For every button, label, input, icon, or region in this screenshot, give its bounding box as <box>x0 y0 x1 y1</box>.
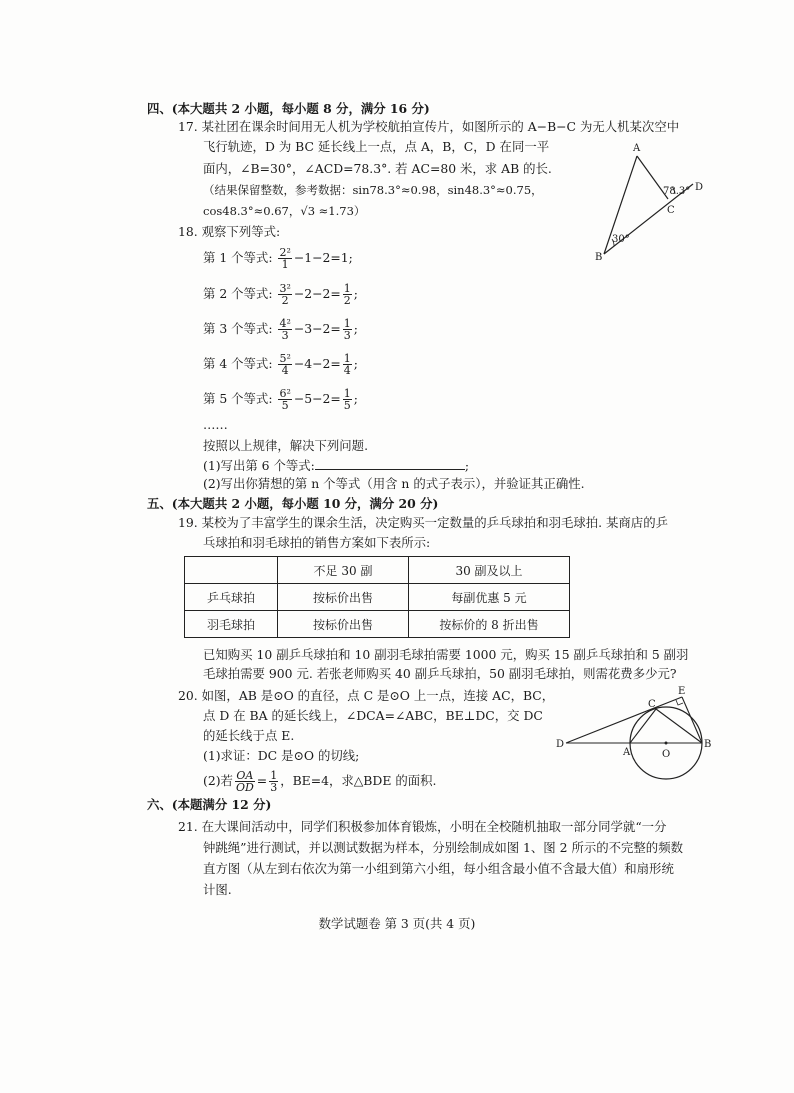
label-B: B <box>704 739 712 750</box>
eq-mid: −5−2= <box>293 391 341 406</box>
q21-line1: 21. 在大课间活动中，同学们积极参加体育锻炼，小明在全校随机抽取一部分同学就“一分 <box>178 819 667 834</box>
frac-num: 5² <box>279 352 291 365</box>
q20-line2: 点 D 在 BA 的延长线上，∠DCA=∠ABC，BE⊥DC，交 DC <box>203 708 543 723</box>
eq-mid: −4−2= <box>293 356 341 371</box>
eq-prefix: 第 1 个等式: <box>203 250 273 265</box>
part2-pre: (2)若 <box>203 773 233 788</box>
q21-line3: 直方图（从左到右依次为第一小组到第六小组，每小组含最小值不含最大值）和扇形统 <box>203 861 674 876</box>
q20-part1: (1)求证：DC 是⊙O 的切线; <box>203 748 360 763</box>
frac-num: 4² <box>279 317 291 330</box>
angle-B-label: 30° <box>612 234 630 245</box>
table-cell: 羽毛球拍 <box>185 611 278 638</box>
part1-end: ; <box>464 458 470 473</box>
label-C: C <box>648 699 656 710</box>
frac-den: 2 <box>281 294 289 307</box>
frac-den: 5 <box>343 399 351 412</box>
frac-num: 3² <box>279 282 291 295</box>
section-6-heading: 六、(本题满分 12 分) <box>147 797 272 812</box>
frac-den: 1 <box>281 258 289 271</box>
q18-part2: (2)写出你猜想的第 n 个等式（用含 n 的式子表示），并验证其正确性. <box>203 476 585 491</box>
q21-line4: 计图. <box>203 882 232 897</box>
q18-dots: …… <box>203 417 228 432</box>
part1-text: (1)写出第 6 个等式: <box>203 458 315 473</box>
eq-end: ; <box>353 356 358 371</box>
eq-mid: −3−2= <box>293 321 341 336</box>
section-4-heading: 四、(本大题共 2 小题，每小题 8 分，满分 16 分) <box>147 101 430 116</box>
line-DE <box>566 697 682 743</box>
table-cell: 乒乓球拍 <box>185 584 278 611</box>
label-D: D <box>695 182 704 193</box>
table-cell: 按标价出售 <box>278 611 409 638</box>
q17-line2: 飞行轨迹，D 为 BC 延长线上一点，点 A，B，C，D 在同一平 <box>203 139 550 154</box>
eq-prefix: 第 2 个等式: <box>203 286 273 301</box>
frac-den: 2 <box>343 294 351 307</box>
frac-num: 1 <box>270 769 278 782</box>
label-C: C <box>667 205 675 216</box>
q17-line4: （结果保留整数，参考数据：sin78.3°≈0.98，sin48.3°≈0.75， <box>203 183 543 197</box>
table-cell: 按标价出售 <box>278 584 409 611</box>
q17-line5: cos48.3°≈0.67，√3 ≈1.73） <box>203 204 366 218</box>
label-E: E <box>678 686 686 697</box>
frac-den: 5 <box>281 399 289 412</box>
table-header-cell: 30 副及以上 <box>409 557 570 584</box>
eq-prefix: 第 3 个等式: <box>203 321 273 336</box>
page-footer: 数学试题卷 第 3 页(共 4 页) <box>318 916 476 931</box>
frac-num: 6² <box>279 387 291 400</box>
frac-den: OD <box>235 781 254 794</box>
eq-end: ; <box>353 286 358 301</box>
frac-den: 3 <box>343 329 351 342</box>
table-cell: 按标价的 8 折出售 <box>409 611 570 638</box>
q20-line1: 20. 如图，AB 是⊙O 的直径，点 C 是⊙O 上一点，连接 AC，BC， <box>178 688 555 703</box>
eq-mid: −2−2= <box>293 286 341 301</box>
part2-eq: = <box>256 773 268 788</box>
part2-post: ，BE=4，求△BDE 的面积. <box>280 773 437 788</box>
frac-den: 4 <box>281 364 289 377</box>
eq-prefix: 第 4 个等式: <box>203 356 273 371</box>
table-header-cell: 不足 30 副 <box>278 557 409 584</box>
frac-num: 1 <box>343 387 351 400</box>
eq-prefix: 第 5 个等式: <box>203 391 273 406</box>
label-O: O <box>662 749 671 760</box>
right-angle-mark <box>676 700 683 705</box>
q18-rule: 按照以上规律，解决下列问题. <box>203 438 369 453</box>
q19-line2: 乓球拍和羽毛球拍的销售方案如下表所示: <box>203 535 431 550</box>
frac-num: 1 <box>343 317 351 330</box>
section-5-heading: 五、(本大题共 2 小题，每小题 10 分，满分 20 分) <box>147 496 439 511</box>
label-D: D <box>556 739 565 750</box>
q20-line3: 的延长线于点 E. <box>203 728 295 743</box>
label-B: B <box>595 252 603 263</box>
frac-num: OA <box>236 769 254 782</box>
frac-den: 3 <box>270 781 278 794</box>
label-A: A <box>623 747 631 758</box>
label-A: A <box>633 143 641 154</box>
frac-num: 1 <box>343 352 351 365</box>
frac-den: 4 <box>343 364 351 377</box>
q17-line1: 17. 某社团在课余时间用无人机为学校航拍宣传片，如图所示的 A−B−C 为无人机某次空中 <box>178 119 680 134</box>
frac-num: 2² <box>279 246 291 259</box>
q19-line3: 已知购买 10 副乒乓球拍和 10 副羽毛球拍需要 1000 元，购买 15 副乒乓球拍和 5 副羽 <box>203 647 689 662</box>
q18-intro: 18. 观察下列等式: <box>178 224 281 239</box>
eq-mid: −1−2=1; <box>293 250 353 265</box>
eq-end: ; <box>353 391 358 406</box>
q17-line3: 面内，∠B=30°，∠ACD=78.3°. 若 AC=80 米，求 AB 的长. <box>203 161 552 176</box>
center-dot <box>665 742 668 745</box>
q21-line2: 钟跳绳”进行测试，并以测试数据为样本，分别绘制成如图 1、图 2 所示的不完整的频数 <box>203 840 683 855</box>
q19-line1: 19. 某校为了丰富学生的课余生活，决定购买一定数量的乒乓球拍和羽毛球拍. 某商店的乒 <box>178 515 668 530</box>
frac-den: 3 <box>281 329 289 342</box>
angle-C-label: 78.3° <box>663 186 691 197</box>
table-cell: 每副优惠 5 元 <box>409 584 570 611</box>
q19-line4: 毛球拍需要 900 元. 若张老师购买 40 副乒乓球拍，50 副羽毛球拍，则需花费多少元? <box>203 666 677 681</box>
eq-end: ; <box>353 321 358 336</box>
frac-num: 1 <box>343 282 351 295</box>
